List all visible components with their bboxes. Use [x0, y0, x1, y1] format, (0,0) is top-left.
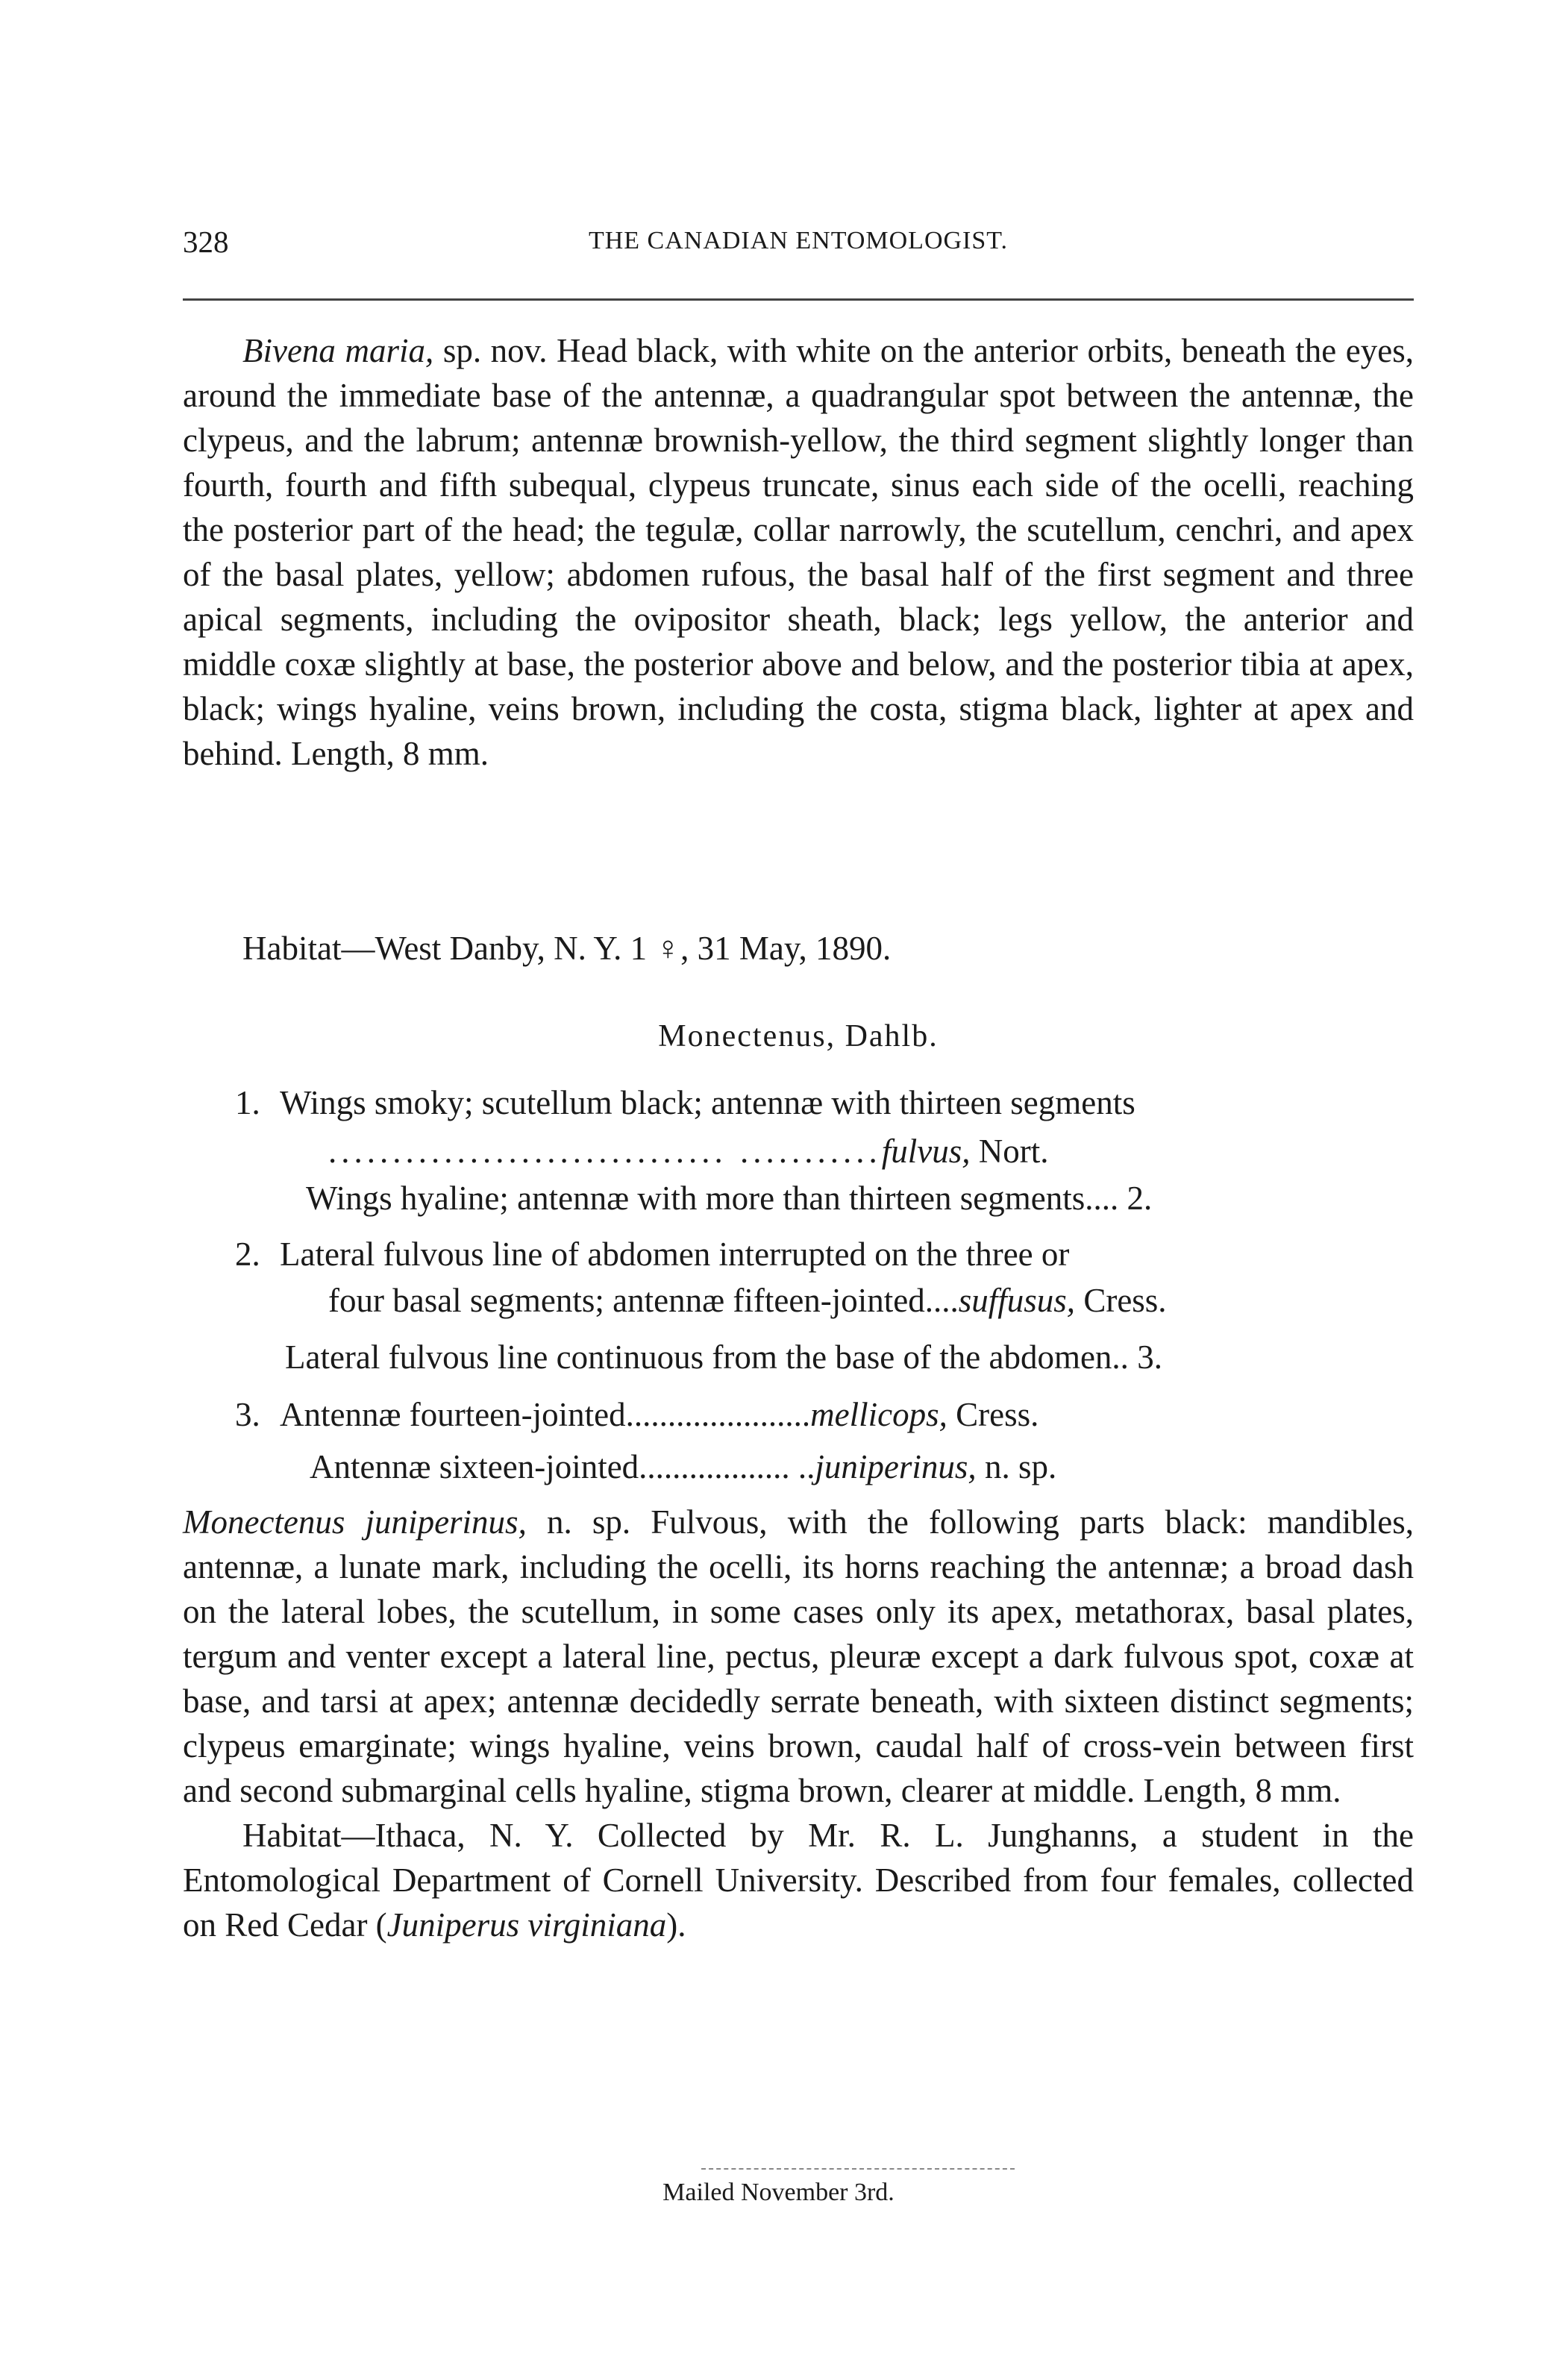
key-line-2: [306, 1179, 1152, 1218]
key-number: 2.: [235, 1236, 260, 1273]
key-text: four basal segments; antennæ fifteen-jointed....: [328, 1282, 959, 1319]
author: n. sp.: [976, 1448, 1057, 1485]
key-line-1: [235, 1083, 1135, 1122]
description-text: sp. nov. Head black, with white on the anterior orbits, beneath the eyes, around the immediate base of the antennæ, a quadrangular spot between the antennæ, the clypeus, and the labrum; antennæ brownish-yellow, the third segment slightly longer than fourth, fourth and fifth subequal, clypeus truncate, sinus each side of the ocelli, reaching the posterior part of the head; the tegulæ, collar narrowly, the scutellum, cenchri, and apex of the basal plates, yellow; abdomen rufous, the basal half of the first segment and three apical segments, including the ovipositor sheath, black; legs yellow, the anterior and middle coxæ slightly at base, the posterior above and below, and the posterior tibia at apex, black; wings hyaline, veins brown, including the costa, stigma black, lighter at apex and behind. Length, 8 mm.: [183, 332, 1415, 772]
key-number: 3.: [235, 1396, 260, 1433]
bivena-habitat: Habitat—West Danby, N. Y. 1 ♀, 31 May, 1890.: [242, 930, 892, 967]
key-reference: 2.: [1127, 1180, 1153, 1217]
leader-dots: ............................... ...........: [328, 1133, 882, 1170]
key-text: Wings smoky; scutellum black; antennæ with thirteen segments: [280, 1084, 1135, 1121]
monectenus-description: [183, 1500, 1414, 1947]
species-name: juniperinus,: [815, 1448, 977, 1485]
habitat-end: ).: [666, 1906, 686, 1944]
author: Cress.: [1075, 1282, 1167, 1319]
author: Cress.: [947, 1396, 1039, 1433]
key-line-1b: [328, 1132, 1049, 1171]
bivena-paragraph: [183, 328, 1414, 776]
key-line-3: [235, 1235, 1069, 1274]
key-text: Lateral fulvous line continuous from the base of the abdomen..: [285, 1338, 1129, 1376]
key-number: 1.: [235, 1084, 260, 1121]
description-text: n. sp. Fulvous, with the following parts black: mandibles, antennæ, a lunate mark, including the ocelli, its horns reaching the antennæ; a broad dash on the lateral lobes, the scutellum, in some cases only its apex, metathorax, basal plates, tergum and venter except a lateral line, pectus, pleuræ except a dark fulvous spot, coxæ at base, and tarsi at apex; antennæ decidedly serrate beneath, with sixteen distinct segments; clypeus emarginate; wings hyaline, veins brown, caudal half of cross-vein between first and second submarginal cells hyaline, stigma brown, clearer at middle. Length, 8 mm.: [183, 1503, 1414, 1809]
key-text: Wings hyaline; antennæ with more than thirteen segments....: [306, 1180, 1119, 1217]
page-header: [183, 224, 1414, 269]
key-text: Lateral fulvous line of abdomen interrupted on the three or: [280, 1236, 1070, 1273]
genus-heading: Monectenus, Dahlb.: [658, 1019, 939, 1053]
species-name: Monectenus juniperinus,: [183, 1503, 527, 1541]
habitat-text: Habitat—Ithaca, N. Y. Collected by Mr. R. L. Junghanns, a student in the Entomological Department of Cornell University. Described from four females, collected on Red Cedar (: [183, 1817, 1414, 1944]
monectenus-paragraph: [183, 1500, 1414, 1813]
key-line-5: [285, 1338, 1162, 1377]
key-line-7: [310, 1447, 1056, 1486]
author: Nort.: [970, 1133, 1049, 1170]
header-rule: [183, 298, 1414, 301]
key-text: Antennæ sixteen-jointed.................. ..: [310, 1448, 815, 1485]
species-name: Bivena maria,: [242, 332, 434, 369]
key-line-6: [235, 1395, 1038, 1434]
running-title: THE CANADIAN ENTOMOLOGIST.: [588, 227, 1009, 254]
footer-note: Mailed November 3rd.: [662, 2179, 895, 2206]
species-name: fulvus,: [881, 1133, 971, 1170]
host-plant-name: Juniperus virginiana: [386, 1906, 667, 1944]
species-name: mellicops,: [810, 1396, 947, 1433]
key-reference: 3.: [1137, 1338, 1162, 1376]
page-number: 328: [183, 225, 229, 259]
key-line-4: [328, 1281, 1167, 1320]
footer-rule: [701, 2168, 1015, 2170]
monectenus-habitat: [183, 1813, 1414, 1947]
species-name: suffusus,: [958, 1282, 1076, 1319]
bivena-description: [183, 328, 1414, 776]
key-text: Antennæ fourteen-jointed......................: [280, 1396, 811, 1433]
